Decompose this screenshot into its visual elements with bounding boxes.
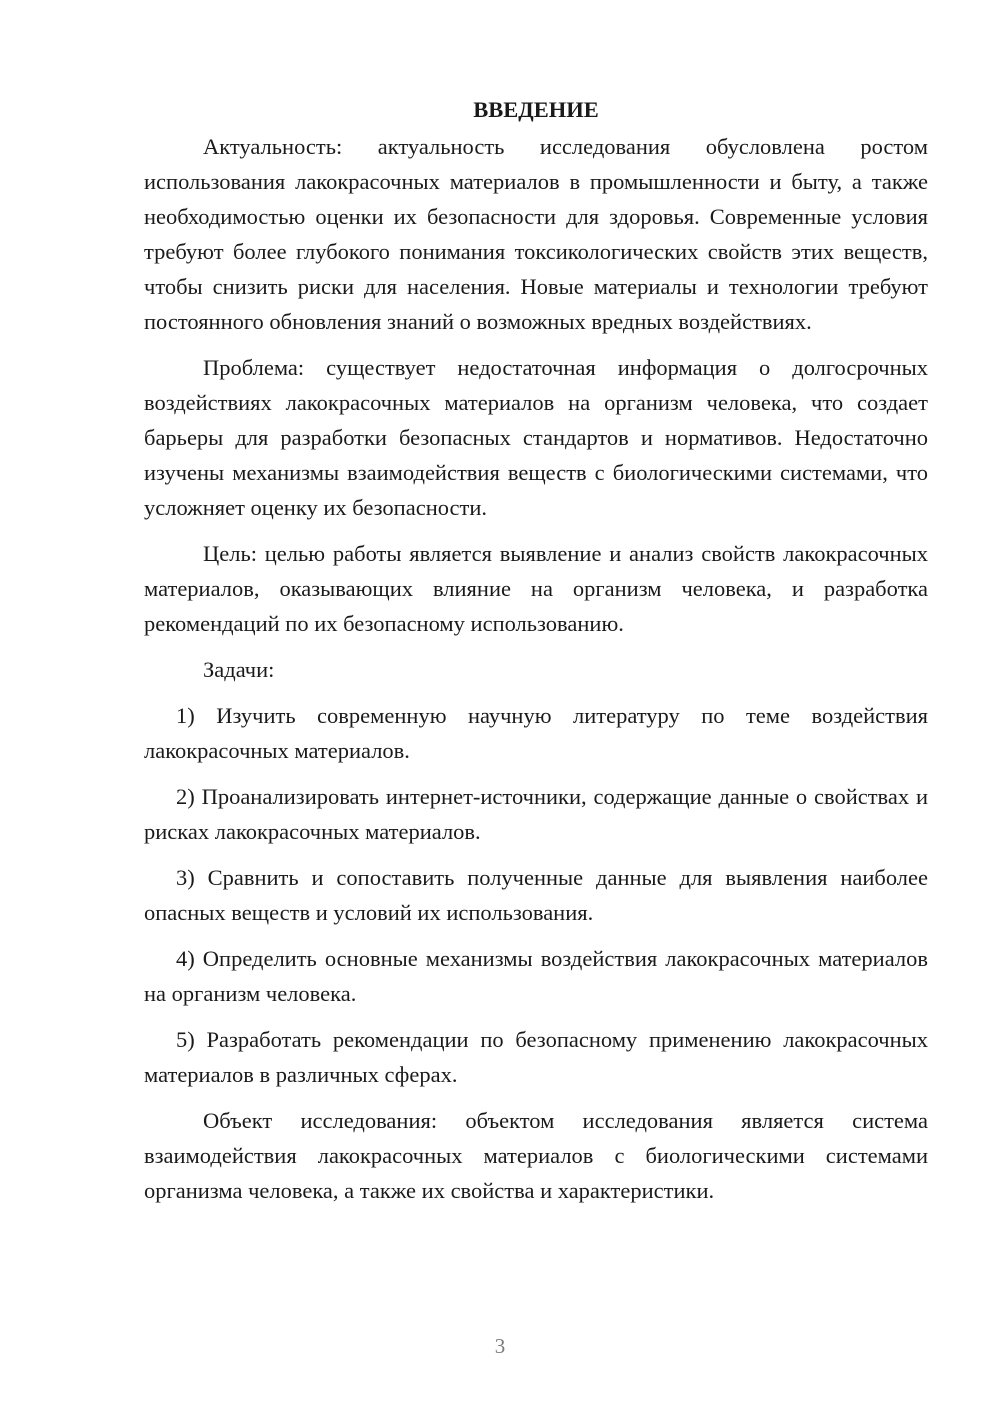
- relevance-paragraph: Актуальность: актуальность исследования обусловлена ростом использования лакокрасочных материалов в промышленности и быту, а также необходимостью оценки их безопасности для здоровья. Современные условия требуют более глубокого понимания токсикологических свойств этих веществ, чтобы снизить риски для населения. Новые материалы и технологии требуют постоянного обновления знаний о возможных вредных воздействиях.: [144, 134, 928, 334]
- problem-paragraph: Проблема: существует недостаточная информация о долгосрочных воздействиях лакокрасочных материалов на организм человека, что создает барьеры для разработки безопасных стандартов и нормативов. Недостаточно изучены механизмы взаимодействия веществ с биологическими системами, что усложняет оценку их безопасности.: [144, 355, 928, 520]
- tasks-list: [144, 698, 928, 1092]
- page-number: 3: [494, 1334, 506, 1358]
- document-page: [144, 92, 928, 1219]
- task-item-4: 4) Определить основные механизмы воздействия лакокрасочных материалов на организм человека.: [144, 946, 928, 1006]
- goal-paragraph: Цель: целью работы является выявление и анализ свойств лакокрасочных материалов, оказывающих влияние на организм человека, и разработка рекомендаций по их безопасному использованию.: [144, 541, 928, 636]
- page-title: ВВЕДЕНИЕ: [473, 97, 599, 122]
- task-item-2: 2) Проанализировать интернет-источники, содержащие данные о свойствах и рисках лакокрасочных материалов.: [144, 784, 928, 844]
- object-paragraph: Объект исследования: объектом исследования является система взаимодействия лакокрасочных материалов с биологическими системами организма человека, а также их свойства и характеристики.: [144, 1108, 928, 1203]
- task-item-1: 1) Изучить современную научную литературу по теме воздействия лакокрасочных материалов.: [144, 703, 928, 763]
- task-item-5: 5) Разработать рекомендации по безопасному применению лакокрасочных материалов в различных сферах.: [144, 1027, 928, 1087]
- task-item-3: 3) Сравнить и сопоставить полученные данные для выявления наиболее опасных веществ и условий их использования.: [144, 865, 928, 925]
- tasks-heading: Задачи:: [203, 657, 275, 682]
